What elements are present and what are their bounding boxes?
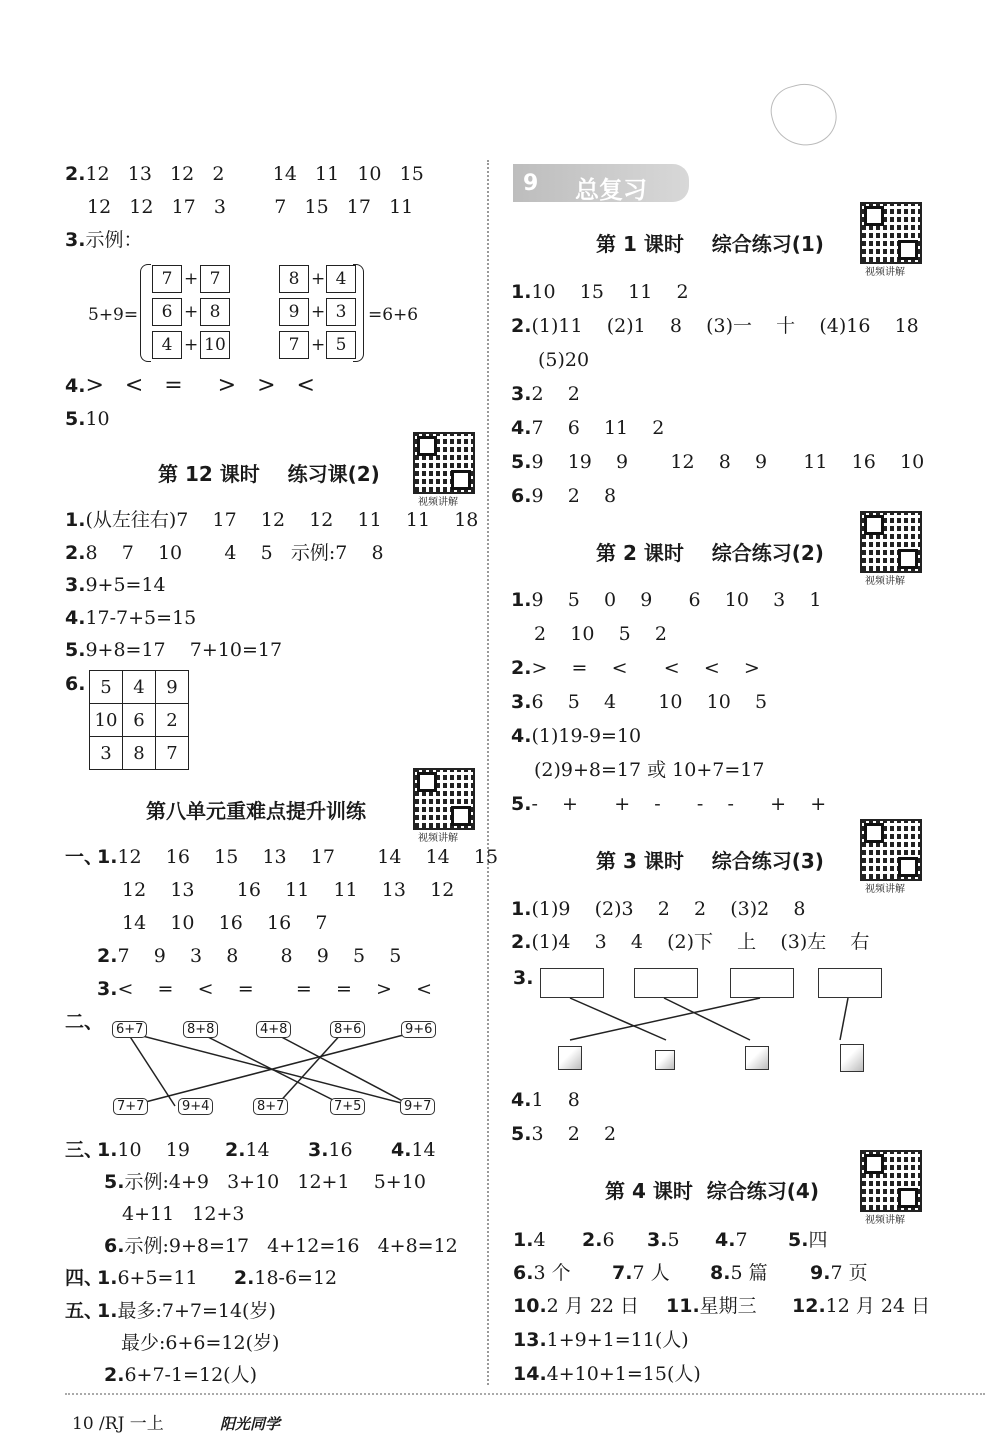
- magic-square-grid: [89, 670, 189, 770]
- grid-cell: 8: [123, 737, 156, 770]
- answer-line: 1.12 16 15 13 17 14 14 15: [97, 846, 499, 868]
- answer-line: 4.7 6 11 2: [511, 417, 665, 439]
- answer-line: 3.< = < = = = > <: [97, 978, 433, 1000]
- answer-box: 5: [326, 331, 356, 359]
- cube-view-card: [730, 968, 794, 998]
- part-two-label: 二、: [65, 1011, 104, 1033]
- plus-sign: +: [184, 269, 199, 289]
- q3-title: 3.示例：: [65, 229, 143, 251]
- l3-q3-num: 3.: [513, 967, 534, 989]
- answer-line: 8.5 篇: [710, 1262, 768, 1284]
- answer-line: 1.最多:7+7=14(岁): [97, 1300, 276, 1322]
- answer-line: 5.示例:4+9 3+10 12+1 5+10: [104, 1171, 426, 1193]
- answer-line: 3.6 5 4 10 10 5: [511, 691, 768, 713]
- column-divider: [487, 160, 489, 1385]
- q2-row2: 12 12 17 3 7 15 17 11: [87, 196, 414, 218]
- expression-tag: 8+6: [330, 1021, 365, 1038]
- answer-line: 14.4+10+1=15(人): [513, 1363, 701, 1385]
- section-title-lesson12: 第 12 课时 练习课(2): [158, 462, 380, 486]
- answer-line: 7.7 人: [612, 1262, 670, 1284]
- cube-stack-icon: [558, 1046, 582, 1070]
- answer-line: 最少:6+6=12(岁): [121, 1332, 280, 1354]
- grid-cell: 10: [90, 704, 123, 737]
- grid-cell: 2: [156, 704, 189, 737]
- answer-box: 8: [279, 265, 309, 293]
- answer-line: 2.> = < < < >: [511, 657, 760, 679]
- answer-line: 3.2 2: [511, 383, 580, 405]
- q3-right-eq: =6+6: [368, 305, 419, 325]
- expression-tag: 7+7: [113, 1098, 148, 1115]
- answer-line: 3.16: [308, 1139, 353, 1161]
- answer-line: 5.四: [788, 1229, 828, 1251]
- answer-line: 1.10 19: [97, 1139, 221, 1161]
- expression-tag: 8+8: [183, 1021, 218, 1038]
- plus-sign: +: [311, 335, 326, 355]
- qr-label: 视频讲解: [418, 497, 458, 508]
- answer-line: 6.3 个: [513, 1262, 571, 1284]
- answer-line: 2.14: [225, 1139, 270, 1161]
- answer-box: 7: [200, 265, 230, 293]
- answer-line: (2)9+8=17 或 10+7=17: [534, 759, 765, 781]
- grid-cell: 5: [90, 671, 123, 704]
- part-five-label: 五、: [65, 1300, 104, 1322]
- q4-answer: 4.> < = > > <: [65, 373, 315, 398]
- qr-code-icon[interactable]: [860, 511, 922, 573]
- expression-tag: 9+6: [401, 1021, 436, 1038]
- cube-stack-icon: [840, 1044, 864, 1072]
- plus-sign: +: [311, 269, 326, 289]
- answer-line: 2.(1)4 3 4 (2)下 上 (3)左 右: [511, 931, 870, 953]
- footer-brand: 阳光同学: [220, 1415, 281, 1433]
- answer-line: 12.12 月 24 日: [792, 1295, 931, 1317]
- expression-tag: 9+7: [400, 1098, 435, 1115]
- qr-code-icon[interactable]: [860, 202, 922, 264]
- answer-line: 9.7 页: [810, 1262, 868, 1284]
- qr-code-icon[interactable]: [413, 768, 475, 830]
- answer-line: 2 10 5 2: [534, 623, 667, 645]
- answer-line: 1.9 5 0 9 6 10 3 1: [511, 589, 822, 611]
- expression-tag: 7+5: [330, 1098, 365, 1115]
- answer-line: 4.17-7+5=15: [65, 606, 197, 629]
- footer-page: 10 /RJ 一上: [72, 1414, 164, 1434]
- qr-code-icon[interactable]: [860, 1150, 922, 1212]
- answer-line: 2.8 7 10 4 5 示例:7 8: [65, 541, 384, 564]
- qr-code-icon[interactable]: [413, 432, 475, 494]
- section-title-lesson4: 第 4 课时 综合练习(4): [605, 1179, 819, 1203]
- answer-line: 13.1+9+1=11(人): [513, 1329, 689, 1351]
- q3-left-eq: 5+9=: [88, 305, 139, 325]
- answer-box: 8: [200, 298, 230, 326]
- expression-tag: 8+7: [253, 1098, 288, 1115]
- answer-box: 4: [326, 265, 356, 293]
- answer-line: 11.星期三: [666, 1295, 757, 1317]
- answer-line: 2.7 9 3 8 8 9 5 5: [97, 945, 402, 967]
- q3-left-brace: [140, 264, 151, 362]
- grid-cell: 3: [90, 737, 123, 770]
- answer-line: 1.(1)9 (2)3 2 2 (3)2 8: [511, 898, 806, 920]
- answer-line: 5.9 19 9 12 8 9 11 16 10: [511, 451, 925, 473]
- answer-box: 7: [152, 265, 182, 293]
- grid-cell: 7: [156, 737, 189, 770]
- answer-box: 3: [326, 298, 356, 326]
- stamp-decoration: [765, 77, 843, 153]
- answer-line: 12 13 16 11 11 13 12: [122, 879, 455, 901]
- qr-code-icon[interactable]: [860, 819, 922, 881]
- qr-label: 视频讲解: [865, 884, 905, 895]
- answer-line: 10.2 月 22 日: [513, 1295, 640, 1317]
- plus-sign: +: [184, 335, 199, 355]
- cube-stack-icon: [655, 1050, 675, 1070]
- banner-title: 总复习: [575, 176, 647, 204]
- cube-view-card: [634, 968, 698, 998]
- q2-row1: 2.12 13 12 2 14 11 10 15: [65, 163, 424, 185]
- qr-label: 视频讲解: [865, 1215, 905, 1226]
- answer-box: 7: [279, 331, 309, 359]
- grid-cell: 9: [156, 671, 189, 704]
- expression-tag: 9+4: [178, 1098, 213, 1115]
- section-title-lesson3: 第 3 课时 综合练习(3): [596, 849, 824, 873]
- answer-line: 4.14: [391, 1139, 436, 1161]
- answer-line: 3.9+5=14: [65, 574, 166, 596]
- answer-line: 2.6+7-1=12(人): [104, 1364, 257, 1386]
- banner-number: 9: [523, 171, 539, 196]
- answer-line: 6.示例:9+8=17 4+12=16 4+8=12: [104, 1235, 458, 1257]
- cube-view-card: [540, 968, 604, 998]
- qr-label: 视频讲解: [865, 576, 905, 587]
- answer-line: 4.7: [715, 1229, 748, 1251]
- footer-divider: [65, 1393, 985, 1395]
- cube-stack-icon: [745, 1046, 769, 1070]
- answer-line: 6.9 2 8: [511, 485, 617, 507]
- expression-tag: 4+8: [256, 1021, 291, 1038]
- q6-num: 6.: [65, 673, 86, 695]
- answer-line: 4.1 8: [511, 1089, 580, 1111]
- answer-line: 2.(1)11 (2)1 8 (3)一 十 (4)16 18: [511, 315, 919, 337]
- part-three-label: 三、: [65, 1139, 104, 1161]
- answer-line: 1.4: [513, 1229, 546, 1251]
- section-title-unit8: 第八单元重难点提升训练: [146, 799, 366, 823]
- answer-box: 4: [152, 331, 182, 359]
- answer-line: 5.- + + - - - + +: [511, 793, 827, 815]
- cube-matching-lines: [540, 996, 880, 1046]
- answer-line: 2.6: [582, 1229, 615, 1251]
- cube-view-card: [818, 968, 882, 998]
- qr-label: 视频讲解: [865, 267, 905, 278]
- answer-line: 3.5: [647, 1229, 680, 1251]
- answer-line: 1.(从左往右)7 17 12 12 11 11 18: [65, 509, 479, 531]
- answer-line: 4.(1)19-9=10: [511, 725, 642, 747]
- answer-box: 10: [200, 331, 230, 359]
- grid-cell: 4: [123, 671, 156, 704]
- part-four-label: 四、: [65, 1267, 104, 1289]
- answer-box: 9: [279, 298, 309, 326]
- section-title-lesson1: 第 1 课时 综合练习(1): [596, 232, 824, 256]
- answer-line: 14 10 16 16 7: [122, 912, 328, 934]
- q5-answer: 5.10: [65, 408, 110, 430]
- plus-sign: +: [311, 302, 326, 322]
- qr-label: 视频讲解: [418, 833, 458, 844]
- answer-line: 1.10 15 11 2: [511, 281, 689, 303]
- answer-line: 5.9+8=17 7+10=17: [65, 639, 283, 661]
- part-four-answers: 1.6+5=11 2.18-6=12: [97, 1267, 338, 1289]
- answer-line: (5)20: [538, 349, 590, 371]
- section-title-lesson2: 第 2 课时 综合练习(2): [596, 541, 824, 565]
- answer-line: 4+11 12+3: [122, 1203, 245, 1225]
- grid-cell: 6: [123, 704, 156, 737]
- expression-tag: 6+7: [112, 1021, 147, 1038]
- answer-box: 6: [152, 298, 182, 326]
- plus-sign: +: [184, 302, 199, 322]
- part-one-label: 一、: [65, 846, 104, 868]
- answer-line: 5.3 2 2: [511, 1123, 617, 1145]
